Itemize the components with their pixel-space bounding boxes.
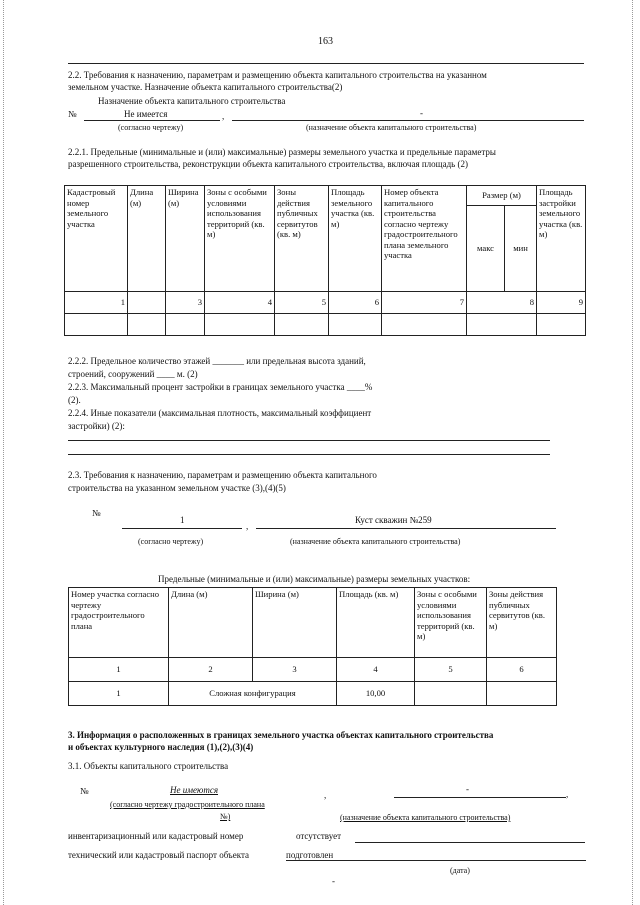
th-plot-number: Номер участка согласно чертежу градостроительного плана xyxy=(69,588,169,658)
sec22-no-line xyxy=(84,120,220,121)
sec23-cap-left: (согласно чертежу) xyxy=(138,537,204,546)
p224-blank-line-2 xyxy=(68,454,550,455)
empty-cell xyxy=(275,314,329,336)
sec23-no: № xyxy=(92,508,101,518)
th-servitudes: Зоны действия публичных сервитутов (кв. м) xyxy=(275,186,329,292)
sec23-num: 1 xyxy=(180,515,185,525)
scan-edge-right xyxy=(632,0,633,905)
num-col5: 5 xyxy=(275,292,329,314)
sec22-comma: , xyxy=(222,111,225,121)
sec31-name-line xyxy=(394,797,566,798)
plots-table-title: Предельные (минимальные и (или) максимальные) размеры земельных участков: xyxy=(158,574,471,584)
p224-line1: 2.2.4. Иные показатели (максимальная плотность, максимальный коэффициент xyxy=(68,408,372,418)
inv-label: инвентаризационный или кадастровый номер xyxy=(68,831,244,841)
pass-value: подготовлен xyxy=(286,850,334,860)
sec22-cap-right: (назначение объекта капитального строительства) xyxy=(306,123,477,132)
empty-cell xyxy=(415,682,487,706)
p222-line2: строений, сооружений ____ м. (2) xyxy=(68,369,198,379)
page-number: 163 xyxy=(318,36,333,47)
empty-cell xyxy=(329,314,382,336)
plots-num-6: 6 xyxy=(487,658,557,682)
sec23-name-line xyxy=(256,528,556,529)
sec23-line1: 2.3. Требования к назначению, параметрам и размещению объекта капитального xyxy=(68,470,377,480)
num-col1: 1 xyxy=(65,292,128,314)
plots-table xyxy=(68,587,557,706)
scan-edge-left xyxy=(3,0,4,905)
plot-configuration: Сложная конфигурация xyxy=(169,682,337,706)
sec221-line1: 2.2.1. Предельные (минимальные и (или) максимальные) размеры земельного участка и предельные параметры xyxy=(68,147,496,157)
num-col7: 7 xyxy=(382,292,467,314)
sec3-line2: и объектах культурного наследия (1),(2),(3)(4) xyxy=(68,742,254,752)
header-rule xyxy=(68,63,584,64)
p223-line1: 2.2.3. Максимальный процент застройки в границах земельного участка ____% xyxy=(68,382,373,392)
sec23-name: Куст скважин №259 xyxy=(355,515,432,525)
th-plot-zones: Зоны с особыми условиями использования территорий (кв. м) xyxy=(415,588,487,658)
sec23-line2: строительства на указанном земельном участке (3),(4)(5) xyxy=(68,483,286,493)
th-zones: Зоны с особыми условиями использования территорий (кв. м) xyxy=(205,186,275,292)
empty-cell xyxy=(166,314,205,336)
th-plot-width: Ширина (м) xyxy=(253,588,337,658)
sec22-line2: земельном участке. Назначение объекта капитального строительства(2) xyxy=(68,82,343,92)
p224-blank-line-1 xyxy=(68,440,550,441)
sec22-dash: - xyxy=(420,108,423,118)
inv-line xyxy=(355,842,585,843)
inv-value: отсутствует xyxy=(296,831,342,841)
plot-area-value: 10,00 xyxy=(337,682,415,706)
sec23-num-line xyxy=(122,528,242,529)
pass-line xyxy=(286,860,586,861)
sec31-comma: , xyxy=(324,790,327,800)
sec31-value: Не имеются xyxy=(170,785,219,795)
pass-label: технический или кадастровый паспорт объекта xyxy=(68,850,249,860)
date-caption: (дата) xyxy=(450,866,470,875)
p224-line2: застройки) (2): xyxy=(68,421,125,431)
sec22-no: № xyxy=(68,109,77,119)
num-col4: 4 xyxy=(205,292,275,314)
empty-cell xyxy=(65,314,128,336)
sec23-cap-right: (назначение объекта капитального строительства) xyxy=(290,537,461,546)
sec31-cap-right: (назначение объекта капитального строительства) xyxy=(340,813,511,822)
num-col6: 6 xyxy=(329,292,382,314)
th-max: макс xyxy=(467,206,505,292)
empty-cell xyxy=(537,314,586,336)
th-cadastral: Кадастровый номер земельного участка xyxy=(65,186,128,292)
plots-num-3: 3 xyxy=(253,658,337,682)
footer-dash: - xyxy=(332,876,335,886)
sec31-cap-left2: №) xyxy=(220,812,231,821)
sec22-sub: Назначение объекта капитального строительства xyxy=(98,96,286,106)
sec22-line1: 2.2. Требования к назначению, параметрам и размещению объекта капитального строительства на указанном xyxy=(68,70,487,80)
plots-num-4: 4 xyxy=(337,658,415,682)
sec3-line1: 3. Информация о расположенных в границах земельного участка объектах капитального строительства xyxy=(68,730,494,740)
th-min: мин xyxy=(505,206,537,292)
p222-line1: 2.2.2. Предельное количество этажей _______ или предельная высота зданий, xyxy=(68,356,366,366)
empty-cell xyxy=(205,314,275,336)
th-object-number: Номер объекта капитального строительства согласно чертежу градостроительного плана земельного участка xyxy=(382,186,467,292)
th-area: Площадь земельного участка (кв. м) xyxy=(329,186,382,292)
sec31-comma2: , xyxy=(566,789,569,799)
sec31-heading: 3.1. Объекты капитального строительства xyxy=(68,761,229,771)
th-size: Размер (м) xyxy=(467,186,537,206)
sec22-cap-left: (согласно чертежу) xyxy=(118,123,184,132)
sec23-comma: , xyxy=(246,521,249,531)
empty-cell xyxy=(487,682,557,706)
th-build-area: Площадь застройки земельного участка (кв. м) xyxy=(537,186,586,292)
plots-num-1: 1 xyxy=(69,658,169,682)
th-length: Длина (м) xyxy=(128,186,166,292)
sec31-cap-left1: (согласно чертежу градостроительного плана xyxy=(110,800,265,809)
plots-num-5: 5 xyxy=(415,658,487,682)
sec22-value: Не имеется xyxy=(124,109,168,119)
empty-cell xyxy=(128,314,166,336)
plot-number-value: 1 xyxy=(69,682,169,706)
plots-num-2: 2 xyxy=(169,658,253,682)
num-col3: 3 xyxy=(166,292,205,314)
empty-cell xyxy=(467,314,537,336)
num-col9: 9 xyxy=(537,292,586,314)
sec31-dash: - xyxy=(466,784,469,794)
p223-line2: (2). xyxy=(68,395,81,405)
th-plot-length: Длина (м) xyxy=(169,588,253,658)
th-plot-area: Площадь (кв. м) xyxy=(337,588,415,658)
num-col8: 8 xyxy=(467,292,537,314)
sec22-name-line xyxy=(232,120,584,121)
sec31-no: № xyxy=(80,786,89,796)
th-plot-servitudes: Зоны действия публичных сервитутов (кв. м) xyxy=(487,588,557,658)
th-width: Ширина (м) xyxy=(166,186,205,292)
sec221-line2: разрешенного строительства, реконструкции объекта капитального строительства, включая площадь (2) xyxy=(68,159,468,169)
num-col2 xyxy=(128,292,166,314)
empty-cell xyxy=(382,314,467,336)
params-table-221 xyxy=(64,185,586,336)
